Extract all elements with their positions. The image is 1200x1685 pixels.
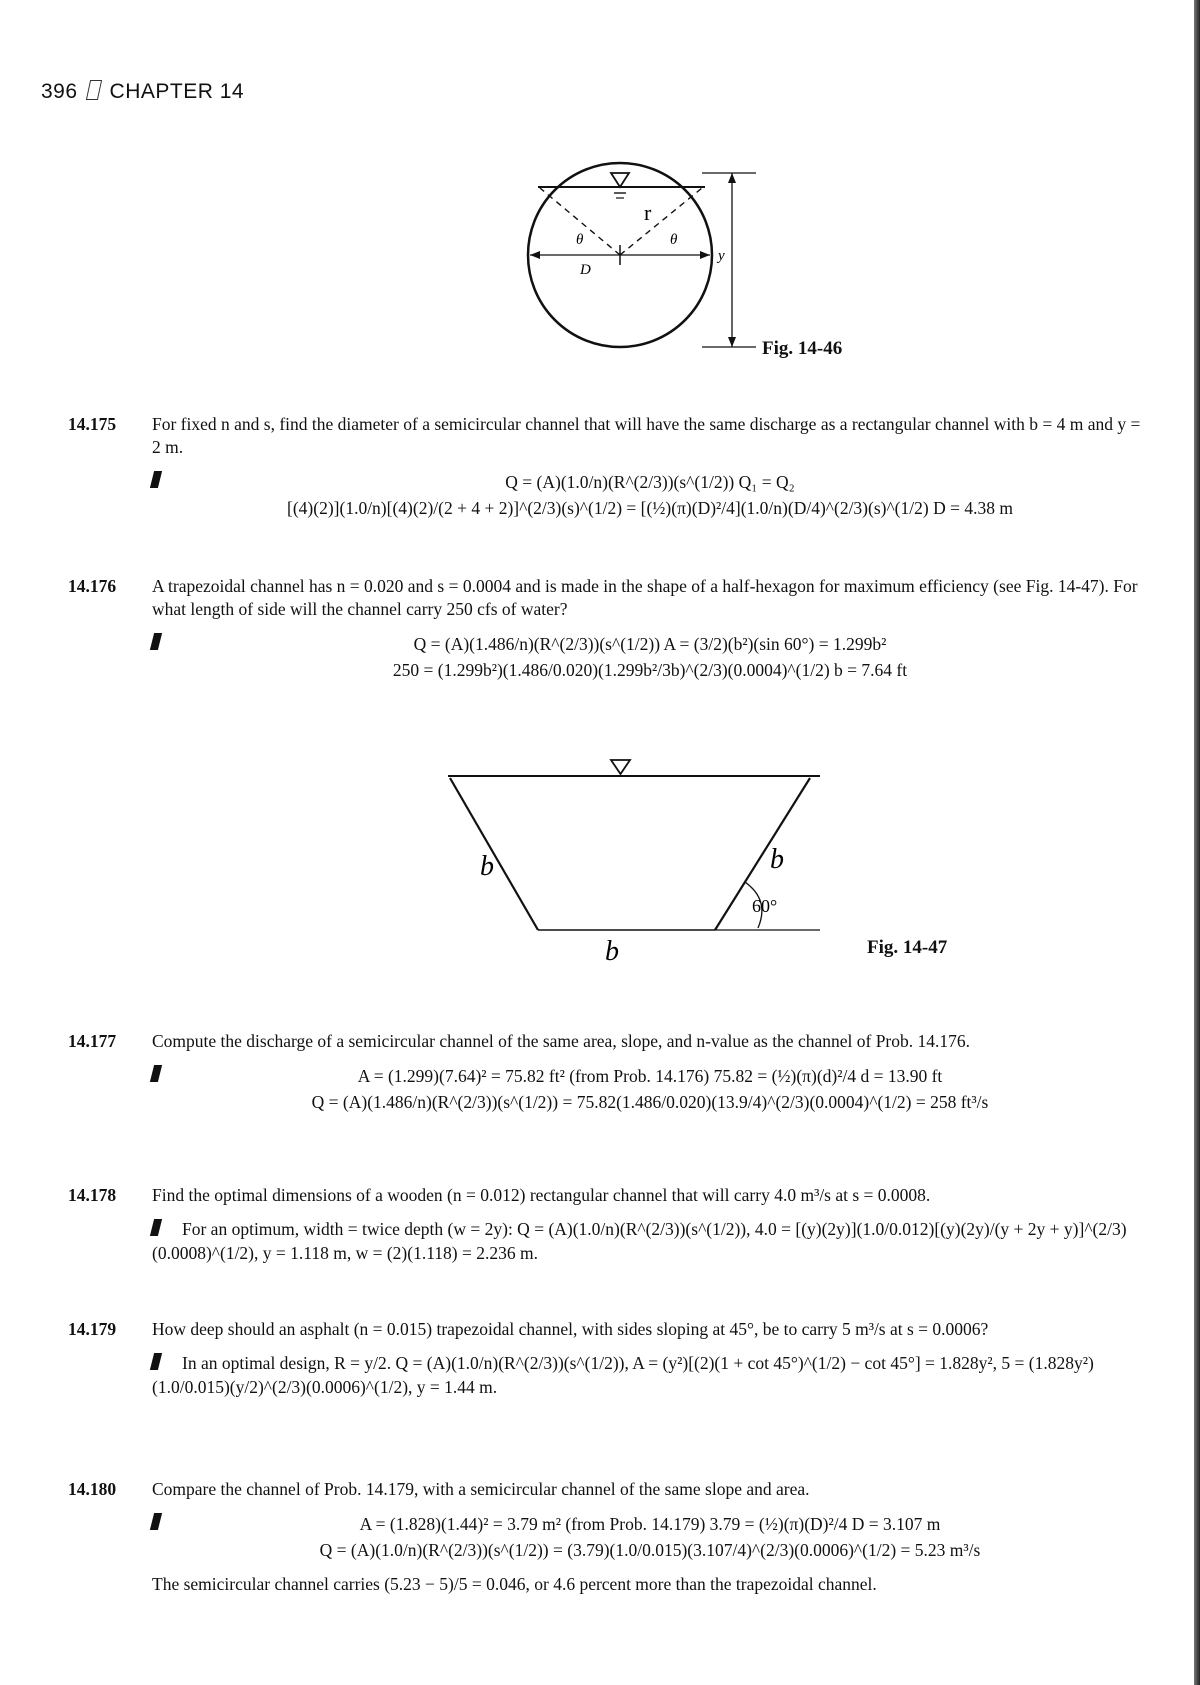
equation-line: Q = (A)(1.486/n)(R^(2/3))(s^(1/2)) A = (3/2)(b²)(sin 60°) = 1.299b²: [413, 634, 887, 654]
left-side-label: b: [480, 851, 494, 882]
angle-label: 60°: [752, 896, 778, 916]
solution: [152, 1217, 1148, 1265]
equation-line: Q = (A)(1.0/n)(R^(2/3))(s^(1/2)) = (3.79)(1.0/0.015)(3.107/4)^(2/3)(0.0006)^(1/2) = 5.23 m³/s: [319, 1540, 981, 1560]
problem-14-179: [68, 1318, 1148, 1399]
problem-14-176: [68, 575, 1148, 683]
problem-number: 14.175: [68, 414, 117, 434]
problem-14-178: [68, 1184, 1148, 1265]
figure-14-47: [440, 750, 960, 975]
conclusion-text: The semicircular channel carries (5.23 − 5)/5 = 0.046, or 4.6 percent more than the trapezoidal channel.: [152, 1574, 877, 1594]
problem-14-180: [68, 1478, 1148, 1596]
problem-statement: Compare the channel of Prob. 14.179, with a semicircular channel of the same slope and area.: [152, 1479, 810, 1499]
chapter-title: CHAPTER 14: [109, 80, 245, 103]
solution: [152, 631, 1148, 683]
solution: [152, 1063, 1148, 1115]
diameter-label: D: [580, 262, 591, 278]
theta-left-label: θ: [576, 232, 584, 248]
solution: [152, 1511, 1148, 1563]
problem-number: 14.179: [68, 1319, 117, 1339]
right-side-label: b: [770, 844, 784, 875]
running-head: [41, 80, 244, 104]
equation-line: 250 = (1.299b²)(1.486/0.020)(1.299b²/3b)^(2/3)(0.0004)^(1/2) b = 7.64 ft: [392, 660, 908, 680]
equation-line: [(4)(2)](1.0/n)[(4)(2)/(2 + 4 + 2)]^(2/3)(s)^(1/2) = [(½)(π)(D)²/4](1.0/n)(D/4)^(2/3)(s)^(1/2) D = 4.38 m: [287, 498, 1013, 518]
half-hexagon-channel-diagram: [440, 750, 820, 975]
problem-number: 14.177: [68, 1031, 117, 1051]
bottom-side-label: b: [605, 936, 619, 967]
problem-statement: A trapezoidal channel has n = 0.020 and s = 0.0004 and is made in the shape of a half-hexagon for maximum efficiency (see Fig. 14-47). For what length of side will the channel carry 250 cfs of water?: [152, 576, 1138, 619]
figure-14-46-caption: Fig. 14-46: [762, 338, 843, 359]
separator-glyph: [85, 80, 101, 100]
radius-label: r: [644, 200, 652, 225]
page-number: 396: [41, 80, 78, 103]
solution-paragraph: In an optimal design, R = y/2. Q = (A)(1.0/n)(R^(2/3))(s^(1/2)), A = (y²)[(2)(1 + cot 45°)^(1/2) − cot 45°] = 1.828y², 5 = (1.828y²)(1.0/0.015)(y/2)^(2/3)(0.0006)^(1/2), y = 1.44 m.: [152, 1353, 1094, 1397]
semicircular-channel-diagram: [520, 160, 880, 360]
solution-paragraph: For an optimum, width = twice depth (w = 2y): Q = (A)(1.0/n)(R^(2/3))(s^(1/2)), 4.0 = [(y)(2y)](1.0/0.012)[(y)(2y)/(y + 2y + y)]^(2/3)(0.0008)^(1/2), y = 1.118 m, w = (2)(1.118) = 2.236 m.: [152, 1219, 1127, 1263]
solution: [152, 469, 1148, 521]
depth-label: y: [718, 248, 725, 264]
problem-statement: For fixed n and s, find the diameter of a semicircular channel that will have the same discharge as a rectangular channel with b = 4 m and y = 2 m.: [152, 414, 1141, 457]
figure-14-47-caption: Fig. 14-47: [867, 937, 948, 958]
problem-number: 14.178: [68, 1185, 117, 1205]
problem-statement: Find the optimal dimensions of a wooden (n = 0.012) rectangular channel that will carry 4.0 m³/s at s = 0.0008.: [152, 1185, 931, 1205]
problem-number: 14.176: [68, 576, 117, 596]
equation-line: Q = (A)(1.0/n)(R^(2/3))(s^(1/2)) Q₁ = Q₂: [505, 472, 795, 492]
problem-14-177: [68, 1030, 1148, 1115]
figure-14-46: [520, 160, 880, 360]
problem-number: 14.180: [68, 1479, 117, 1499]
problem-statement: Compute the discharge of a semicircular channel of the same area, slope, and n-value as the channel of Prob. 14.176.: [152, 1031, 971, 1051]
scan-edge-shadow: [1194, 0, 1200, 1685]
problem-statement: How deep should an asphalt (n = 0.015) trapezoidal channel, with sides sloping at 45°, be to carry 5 m³/s at s = 0.0006?: [152, 1319, 989, 1339]
equation-line: A = (1.828)(1.44)² = 3.79 m² (from Prob. 14.179) 3.79 = (½)(π)(D)²/4 D = 3.107 m: [359, 1514, 941, 1534]
equation-line: Q = (A)(1.486/n)(R^(2/3))(s^(1/2)) = 75.82(1.486/0.020)(13.9/4)^(2/3)(0.0004)^(1/2) = 258 ft³/s: [311, 1092, 989, 1112]
solution: [152, 1351, 1148, 1399]
theta-right-label: θ: [670, 232, 678, 248]
problem-14-175: [68, 413, 1148, 521]
equation-line: A = (1.299)(7.64)² = 75.82 ft² (from Prob. 14.176) 75.82 = (½)(π)(d)²/4 d = 13.90 ft: [357, 1066, 943, 1086]
